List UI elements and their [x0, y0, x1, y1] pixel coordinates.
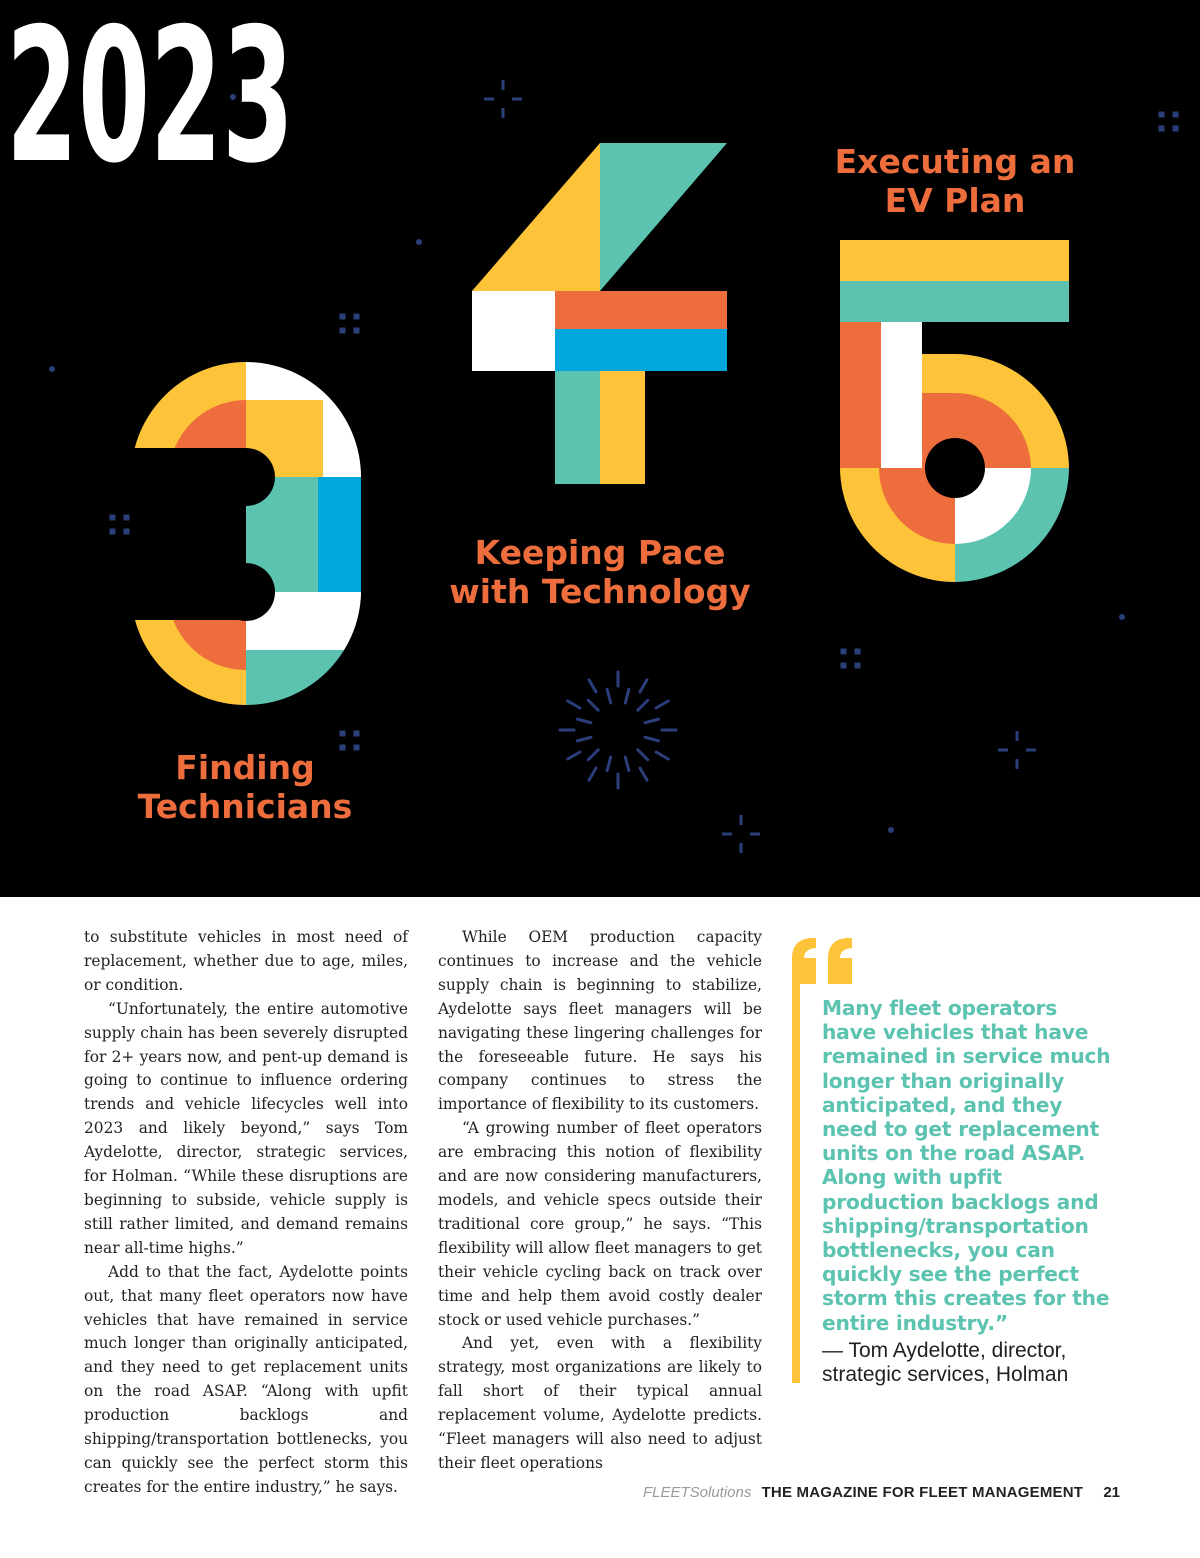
attribution-line-2: strategic services, Holman [822, 1363, 1069, 1386]
pull-quote-bar [792, 965, 800, 1383]
paragraph: Add to that the fact, Aydelotte points out, that many fleet operators now have vehicles that have remained in service much longer than originally anticipated, and they need to get replacement units on the road ASAP. “Along with upfit production backlogs and shipping/transportation bottlenecks, you can quickly see the perfect storm this creates for the entire industry,” he says. [84, 1262, 408, 1496]
article-column-2 [438, 926, 762, 1476]
headline-ev-plan [805, 142, 1105, 220]
paragraph: to substitute vehicles in most need of replacement, whether due to age, miles, or condition. [84, 928, 408, 994]
paragraph: And yet, even with a flexibility strategy, most organizations are likely to fall short of their typical annual replacement volume, Aydelotte predicts. “Fleet managers will also need to adjust their fleet operations [438, 1334, 762, 1472]
paragraph: “Unfortunately, the entire automotive supply chain has been severely disrupted for 2+ years now, and pent-up demand is going to continue to influence ordering trends and vehicle lifecycles well into 2023 and likely beyond,” says Tom Aydelotte, director, strategic services, for Holman. “While these disruptions are beginning to subside, vehicle supply is still rather limited, and demand remains near all-time highs.” [84, 999, 408, 1257]
footer-magazine-tagline: THE MAGAZINE FOR FLEET MANAGEMENT [761, 1484, 1084, 1501]
headline-5-line-2: EV Plan [884, 181, 1026, 220]
headline-5-line-1: Executing an [834, 142, 1076, 181]
page-number: 21 [1103, 1484, 1120, 1501]
year-title [0, 0, 300, 204]
number-four-graphic [472, 143, 727, 484]
headline-3-line-2: Technicians [137, 787, 353, 826]
pull-quote-attribution [822, 1339, 1122, 1387]
year-text: 2023 [6, 0, 294, 204]
page-footer [643, 1484, 1120, 1501]
headline-3-line-1: Finding [175, 748, 315, 787]
number-five-graphic [840, 240, 1069, 582]
starburst-icon [560, 672, 676, 788]
attribution-line-1: — Tom Aydelotte, director, [822, 1339, 1067, 1362]
footer-brand: FLEETSolutions [642, 1484, 752, 1501]
headline-4-line-2: with Technology [449, 572, 751, 611]
headline-keeping-pace [430, 533, 770, 611]
headline-finding-technicians [90, 748, 400, 826]
quote-mark-icon [790, 934, 860, 986]
number-three-graphic [131, 362, 361, 705]
pull-quote-text: Many fleet operators have vehicles that have remained in service much longer than originally anticipated, and they need to get replacement units on the road ASAP. Along with upfit production backlogs and shipping/transportation bottlenecks, you can quickly see the perfect storm this creates for the entire industry.” [822, 996, 1111, 1335]
article-column-1 [84, 926, 408, 1500]
paragraph: “A growing number of fleet operators are embracing this notion of flexibility and are now considering manufacturers, models, and vehicle specs outside their traditional core group,” he says. “This flexibility will allow fleet managers to get their vehicle cycling back on track over time and help them avoid costly dealer stock or used vehicle purchases.” [438, 1119, 762, 1329]
headline-4-line-1: Keeping Pace [474, 533, 726, 572]
paragraph: While OEM production capacity continues to increase and the vehicle supply chain is beginning to stabilize, Aydelotte says fleet managers will be navigating these lingering challenges for the foreseeable future. He says his company continues to stress the importance of flexibility to its customers. [438, 928, 762, 1114]
